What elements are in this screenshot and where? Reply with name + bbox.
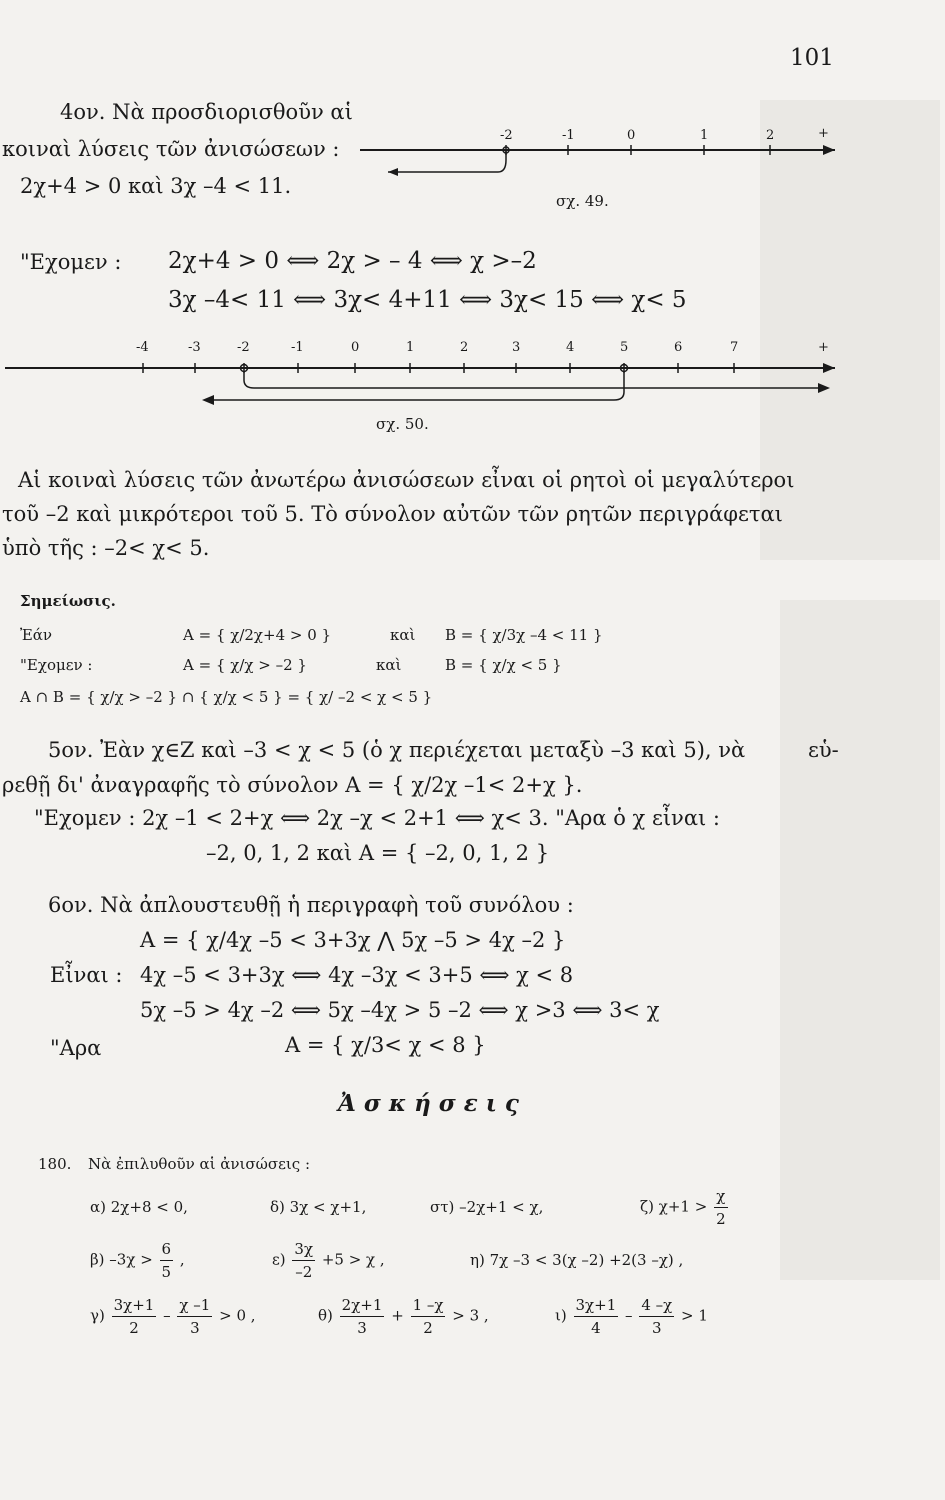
- numerator: 2χ+1: [340, 1294, 385, 1317]
- operator: –: [625, 1306, 633, 1325]
- fraction: [714, 1185, 728, 1230]
- fig50-tick-label: 6: [674, 340, 683, 355]
- ex4-line2: κοιναὶ λύσεις τῶν ἀνισώσεων :: [2, 137, 340, 161]
- fraction: [411, 1294, 446, 1339]
- note-r3: A ∩ B = { χ/χ > –2 } ∩ { χ/χ < 5 } = { χ/ –2 < χ < 5 }: [20, 688, 433, 706]
- fig50-caption: σχ. 50.: [376, 415, 429, 433]
- exercise-i-prefix: ι): [555, 1306, 567, 1325]
- fig50-tick-label: 0: [351, 340, 360, 355]
- exercise-st: στ) –2χ+1 < χ,: [430, 1198, 544, 1216]
- echomen-label: "Εχομεν :: [20, 250, 122, 274]
- fraction: [574, 1294, 619, 1339]
- denominator: 4: [591, 1319, 601, 1337]
- fraction: [112, 1294, 157, 1339]
- exercise-e: [272, 1238, 385, 1283]
- fig49-tick-label: +: [818, 126, 829, 141]
- exercise-g-prefix: γ): [90, 1306, 105, 1325]
- fig49-tick-label: 1: [700, 128, 709, 143]
- fig50-tick-label: 1: [406, 340, 415, 355]
- fig50-tick-label: 5: [620, 340, 629, 355]
- exercise-th-prefix: θ): [318, 1306, 333, 1325]
- exercise-b: [90, 1238, 185, 1283]
- note-r2-label: "Εχομεν :: [20, 656, 93, 674]
- exercise-intro: Νὰ ἐπιλυθοῦν αἱ ἀνισώσεις :: [88, 1155, 310, 1173]
- fraction: [340, 1294, 385, 1339]
- exercise-b-suffix: ,: [179, 1250, 185, 1269]
- page-number: 101: [790, 45, 834, 71]
- exercise-h: η) 7χ –3 < 3(χ –2) +2(3 –χ) ,: [470, 1251, 684, 1269]
- note-r1-b: B = { χ/3χ –4 < 11 }: [445, 626, 603, 644]
- ex4-line1: 4ον. Νὰ προσδιορισθοῦν αἱ: [60, 100, 353, 124]
- fig49-tick-label: 0: [627, 128, 636, 143]
- fig50-tick-label: 4: [566, 340, 575, 355]
- exercise-z-prefix: ζ) χ+1 >: [640, 1197, 708, 1216]
- ex6-line3-label: Εἶναι :: [50, 963, 123, 987]
- conclusion-line2: τοῦ –2 καὶ μικρότεροι τοῦ 5. Τὸ σύνολον αὐτῶν τῶν ρητῶν περιγράφεται: [2, 502, 783, 526]
- ex4-line3: 2χ+4 > 0 καὶ 3χ –4 < 11.: [20, 174, 292, 198]
- fig49-tick-label: -2: [500, 128, 513, 143]
- denominator: 3: [190, 1319, 200, 1337]
- exercise-g-suffix: > 0 ,: [219, 1306, 256, 1325]
- denominator: 5: [161, 1263, 172, 1281]
- note-title: Σημείωσις.: [20, 592, 116, 610]
- denominator: 3: [652, 1319, 662, 1337]
- fraction: [639, 1294, 674, 1339]
- denominator: 2: [423, 1319, 433, 1337]
- denominator: 2: [129, 1319, 139, 1337]
- bleed-through-area: [780, 600, 940, 1280]
- fig50-tick-label: 7: [730, 340, 739, 355]
- fig50-tick-label: 2: [460, 340, 469, 355]
- ex5-line2: ρεθῇ δι' ἀναγραφῆς τὸ σύνολον A = { χ/2χ –1< 2+χ }.: [2, 773, 583, 797]
- numerator: 6: [160, 1238, 174, 1261]
- exercise-e-suffix: +5 > χ ,: [321, 1250, 385, 1269]
- fig50-tick-label: -4: [136, 340, 149, 355]
- figure-50-number-line: [0, 0, 945, 440]
- ex5-line4: –2, 0, 1, 2 καὶ A = { –2, 0, 1, 2 }: [206, 841, 550, 865]
- conclusion-line3: ὑπὸ τῆς : –2< χ< 5.: [2, 536, 210, 560]
- operator: –: [163, 1306, 171, 1325]
- fig50-tick-label: 3: [512, 340, 521, 355]
- ex5-line1: 5ον. Ἐὰν χ∈Z καὶ –3 < χ < 5 (ὁ χ περιέχεται μεταξὺ –3 καὶ 5), νὰ: [48, 738, 746, 762]
- ex6-line4: 5χ –5 > 4χ –2 ⟺ 5χ –4χ > 5 –2 ⟺ χ >3 ⟺ 3< χ: [140, 998, 660, 1022]
- fig50-tick-label: -2: [237, 340, 250, 355]
- numerator: 3χ+1: [112, 1294, 157, 1317]
- ex6-line1: 6ον. Νὰ ἀπλουστευθῇ ἡ περιγραφὴ τοῦ συνόλου :: [48, 893, 574, 917]
- denominator: 3: [357, 1319, 367, 1337]
- fig50-tick-label: +: [818, 340, 829, 355]
- note-r1-kai: καὶ: [390, 626, 416, 644]
- exercise-d: δ) 3χ < χ+1,: [270, 1198, 367, 1216]
- numerator: 3χ+1: [574, 1294, 619, 1317]
- fig50-tick-label: -3: [188, 340, 201, 355]
- exercise-i: [555, 1294, 708, 1339]
- numerator: 3χ: [292, 1238, 315, 1261]
- fraction: [160, 1238, 174, 1283]
- note-r1-label: Ἐάν: [20, 626, 53, 644]
- conclusion-line1: Αἱ κοιναὶ λύσεις τῶν ἀνωτέρω ἀνισώσεων εἶναι οἱ ρητοὶ οἱ μεγαλύτεροι: [18, 468, 795, 492]
- numerator: 1 –χ: [411, 1294, 446, 1317]
- ex6-line3: 4χ –5 < 3+3χ ⟺ 4χ –3χ < 3+5 ⟺ χ < 8: [140, 963, 574, 987]
- fraction: [292, 1238, 315, 1283]
- fig50-tick-label: -1: [291, 340, 304, 355]
- ex5-line1-end: εὑ-: [808, 738, 839, 762]
- fig49-tick-label: -1: [562, 128, 575, 143]
- ex5-line3: "Εχομεν : 2χ –1 < 2+χ ⟺ 2χ –χ < 2+1 ⟺ χ< 3. "Αρα ὁ χ εἶναι :: [34, 806, 720, 830]
- note-r1-a: A = { χ/2χ+4 > 0 }: [183, 626, 332, 644]
- exercise-g: [90, 1294, 256, 1339]
- fraction: [177, 1294, 212, 1339]
- ex6-line2: A = { χ/4χ –5 < 3+3χ ⋀ 5χ –5 > 4χ –2 }: [140, 928, 566, 952]
- exercise-z: [640, 1185, 730, 1230]
- exercise-e-prefix: ε): [272, 1250, 286, 1269]
- numerator: χ –1: [177, 1294, 212, 1317]
- exercises-heading: Ἀ σ κ ή σ ε ι ς: [338, 1090, 519, 1117]
- denominator: –2: [295, 1263, 313, 1281]
- exercise-th: [318, 1294, 489, 1339]
- exercise-i-suffix: > 1: [681, 1306, 708, 1325]
- note-r2-b: B = { χ/χ < 5 }: [445, 656, 562, 674]
- ex6-line5-label: "Αρα: [50, 1036, 102, 1060]
- note-r2-kai: καὶ: [376, 656, 402, 674]
- exercise-th-suffix: > 3 ,: [452, 1306, 489, 1325]
- denominator: 2: [716, 1210, 726, 1228]
- note-r2-a: A = { χ/χ > –2 }: [183, 656, 307, 674]
- numerator: χ: [714, 1185, 728, 1208]
- exercise-number: 180.: [38, 1155, 72, 1173]
- exercise-a: α) 2χ+8 < 0,: [90, 1198, 188, 1216]
- fig49-caption: σχ. 49.: [556, 192, 609, 210]
- numerator: 4 –χ: [639, 1294, 674, 1317]
- ex4-eq1: 2χ+4 > 0 ⟺ 2χ > – 4 ⟺ χ >–2: [168, 248, 537, 274]
- ex4-eq2: 3χ –4< 11 ⟺ 3χ< 4+11 ⟺ 3χ< 15 ⟺ χ< 5: [168, 287, 687, 313]
- exercise-b-prefix: β) –3χ >: [90, 1250, 153, 1269]
- operator: +: [391, 1306, 404, 1325]
- fig49-tick-label: 2: [766, 128, 775, 143]
- ex6-line5: A = { χ/3< χ < 8 }: [285, 1033, 486, 1057]
